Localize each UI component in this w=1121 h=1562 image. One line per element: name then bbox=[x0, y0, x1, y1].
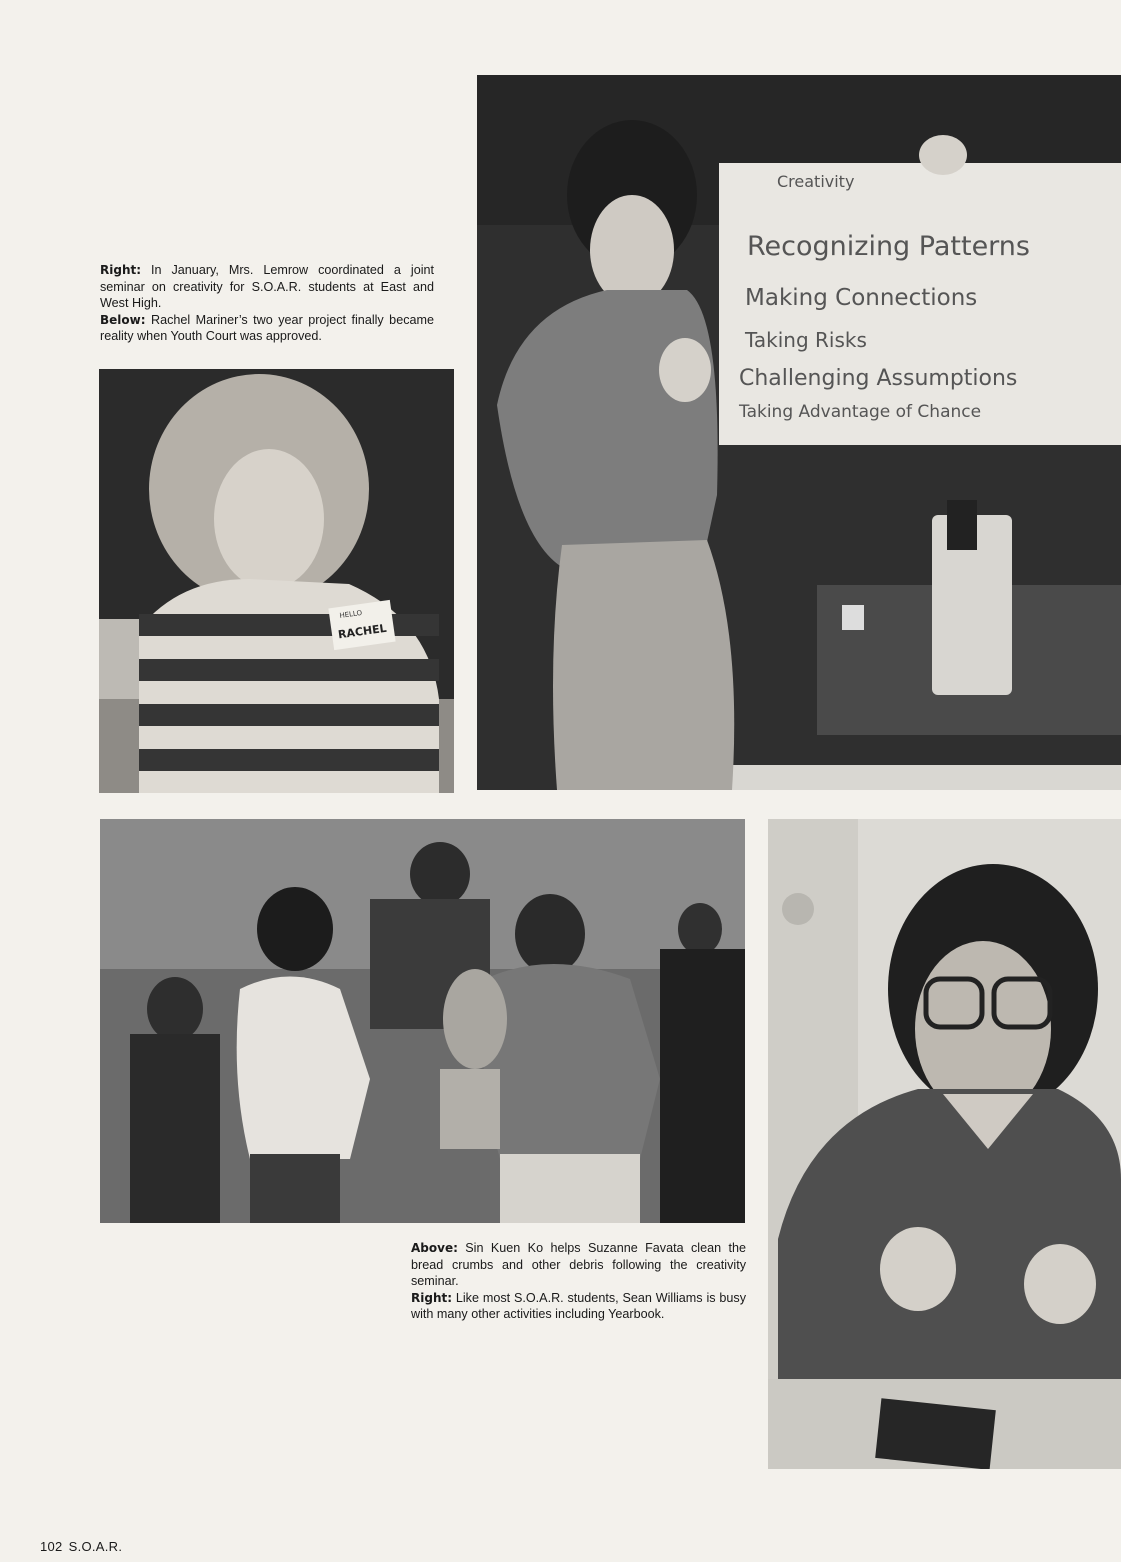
board-title: Creativity bbox=[777, 172, 855, 191]
page-number: 102 bbox=[40, 1539, 63, 1554]
caption-text-right-2: Like most S.O.A.R. students, Sean Williams is busy with many other activities including Yearbook. bbox=[411, 1290, 746, 1322]
name-tag-hello: HELLO bbox=[338, 608, 363, 621]
section-name: S.O.A.R. bbox=[68, 1539, 123, 1554]
photo-rachel-mariner bbox=[99, 369, 454, 793]
photo-seminar-cleanup bbox=[100, 819, 745, 1223]
caption-label-above: Above: bbox=[411, 1241, 458, 1255]
caption-text-right: In January, Mrs. Lemrow coordinated a joint seminar on creativity for S.O.A.R. students at East and West High. bbox=[100, 263, 434, 311]
board-line-3: Taking Risks bbox=[745, 328, 867, 352]
caption-label-below: Below: bbox=[100, 312, 146, 327]
board-line-4: Challenging Assumptions bbox=[739, 366, 1018, 391]
caption-label-right-2: Right: bbox=[411, 1290, 453, 1305]
caption-bottom bbox=[411, 1240, 746, 1323]
caption-top bbox=[100, 262, 434, 345]
photo-sean-williams bbox=[768, 819, 1121, 1469]
caption-text-above: Sin Kuen Ko helps Suzanne Favata clean the bread crumbs and other debris following the creativity seminar. bbox=[411, 1241, 746, 1289]
board-line-1: Recognizing Patterns bbox=[747, 231, 1030, 262]
caption-text-below: Rachel Mariner’s two year project finally became reality when Youth Court was approved. bbox=[100, 312, 434, 344]
caption-label-right: Right: bbox=[100, 263, 142, 277]
page-folio bbox=[40, 1539, 128, 1554]
board-line-2: Making Connections bbox=[745, 285, 978, 311]
photo-teacher-seminar bbox=[477, 75, 1121, 790]
board-line-5: Taking Advantage of Chance bbox=[739, 402, 982, 422]
name-tag-rachel: RACHEL bbox=[337, 621, 388, 642]
